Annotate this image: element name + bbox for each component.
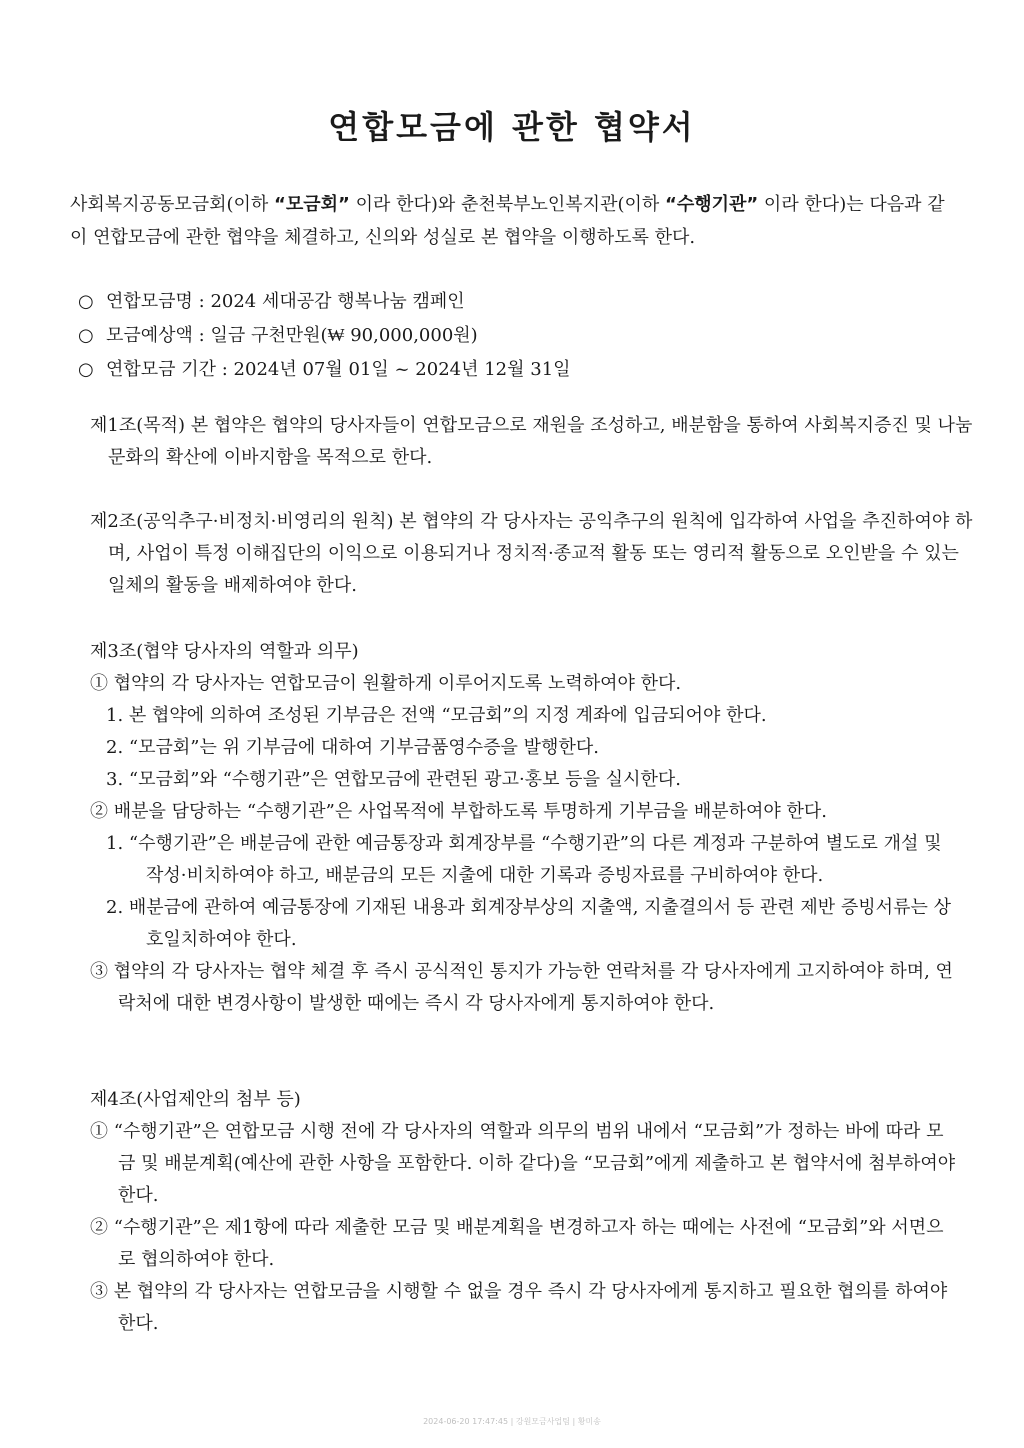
document-title: 연합모금에 관한 협약서 [328, 108, 696, 146]
intro-paragraph [70, 188, 960, 254]
article-3-paragraph-3: ③ 협약의 각 당사자는 협약 체결 후 즉시 공식적인 통지가 가능한 연락처를 각 당사자에게 고지하여야 하며, 연락처에 대한 변경사항이 발생한 때에는 즉시 각 당사자에게 통지하여야 한다. [90, 961, 953, 1014]
summary-text: 연합모금명 : 2024 세대공감 행복나눔 캠페인 [106, 291, 465, 312]
article-3-item-1-2: 2. “모금회”는 위 기부금에 대하여 기부금품영수증을 발행한다. [106, 737, 599, 758]
article-4-paragraph-3: ③ 본 협약의 각 당사자는 연합모금을 시행할 수 없을 경우 즉시 각 당사자에게 통지하고 필요한 협의를 하여야 한다. [90, 1281, 948, 1334]
summary-text: 모금예상액 : 일금 구천만원(₩ 90,000,000원) [106, 325, 478, 346]
article-4-title: 제4조(사업제안의 첨부 등) [90, 1089, 301, 1110]
summary-text: 연합모금 기간 : 2024년 07월 01일 ~ 2024년 12월 31일 [106, 359, 571, 380]
intro-text-1: 사회복지공동모금회(이하 [70, 194, 275, 215]
article-3-paragraph-1: ① 협약의 각 당사자는 연합모금이 원활하게 이루어지도록 노력하여야 한다. [90, 673, 682, 694]
intro-text-3: 이라 한다)는 다음과 같이 연합모금에 관한 협약을 체결하고, 신의와 성실로 본 협약을 이행하도록 한다. [70, 194, 945, 248]
article-2: 제2조(공익추구·비정치·비영리의 원칙) 본 협약의 각 당사자는 공익추구의 원칙에 입각하여 사업을 추진하여야 하며, 사업이 특정 이해집단의 이익으로 이용되거나 정치적·종교적 활동 또는 영리적 활동으로 오인받을 수 있는 일체의 활동을 배제하여야 한다. [90, 511, 973, 596]
circle-bullet-icon: ○ [78, 359, 94, 380]
summary-period [78, 353, 958, 387]
article-3-paragraph-2: ② 배분을 담당하는 “수행기관”은 사업목적에 부합하도록 투명하게 기부금을 배분하여야 한다. [90, 801, 827, 822]
article-3-title: 제3조(협약 당사자의 역할과 의무) [90, 641, 359, 662]
intro-org-executor: “수행기관” [664, 194, 759, 215]
article-4 [90, 1084, 956, 1340]
article-3-item-2-2: 2. 배분금에 관하여 예금통장에 기재된 내용과 회계장부상의 지출액, 지출결의서 등 관련 제반 증빙서류는 상호일치하여야 한다. [106, 897, 951, 950]
article-3 [90, 636, 956, 1020]
intro-org-fundraising: “모금회” [274, 194, 350, 215]
summary-expected-amount [78, 319, 958, 353]
summary-list [78, 285, 958, 387]
article-1: 제1조(목적) 본 협약은 협약의 당사자들이 연합모금으로 재원을 조성하고, 배분함을 통하여 사회복지증진 및 나눔문화의 확산에 이바지함을 목적으로 한다. [90, 415, 973, 468]
article-3-item-1-1: 1. 본 협약에 의하여 조성된 기부금은 전액 “모금회”의 지정 계좌에 입금되어야 한다. [106, 705, 767, 726]
summary-campaign-name [78, 285, 958, 319]
circle-bullet-icon: ○ [78, 325, 94, 346]
article-3-item-1-3: 3. “모금회”와 “수행기관”은 연합모금에 관련된 광고·홍보 등을 실시한다. [106, 769, 681, 790]
article-4-paragraph-1: ① “수행기관”은 연합모금 시행 전에 각 당사자의 역할과 의무의 범위 내에서 “모금회”가 정하는 바에 따라 모금 및 배분계획(예산에 관한 사항을 포함한다. 이하 같다)을 “모금회”에게 제출하고 본 협약서에 첨부하여야 한다. [90, 1121, 956, 1206]
circle-bullet-icon: ○ [78, 291, 94, 312]
intro-text-2: 이라 한다)와 춘천북부노인복지관(이하 [349, 194, 665, 215]
article-4-paragraph-2: ② “수행기관”은 제1항에 따라 제출한 모금 및 배분계획을 변경하고자 하는 때에는 사전에 “모금회”와 서면으로 협의하여야 한다. [90, 1217, 944, 1270]
page-footer-stamp: 2024-06-20 17:47:45 | 강원모금사업팀 | 황미송 [423, 1417, 601, 1426]
article-3-item-2-1: 1. “수행기관”은 배분금에 관한 예금통장과 회계장부를 “수행기관”의 다른 계정과 구분하여 별도로 개설 및 작성·비치하여야 하고, 배분금의 모든 지출에 대한 기록과 증빙자료를 구비하여야 한다. [106, 833, 942, 886]
